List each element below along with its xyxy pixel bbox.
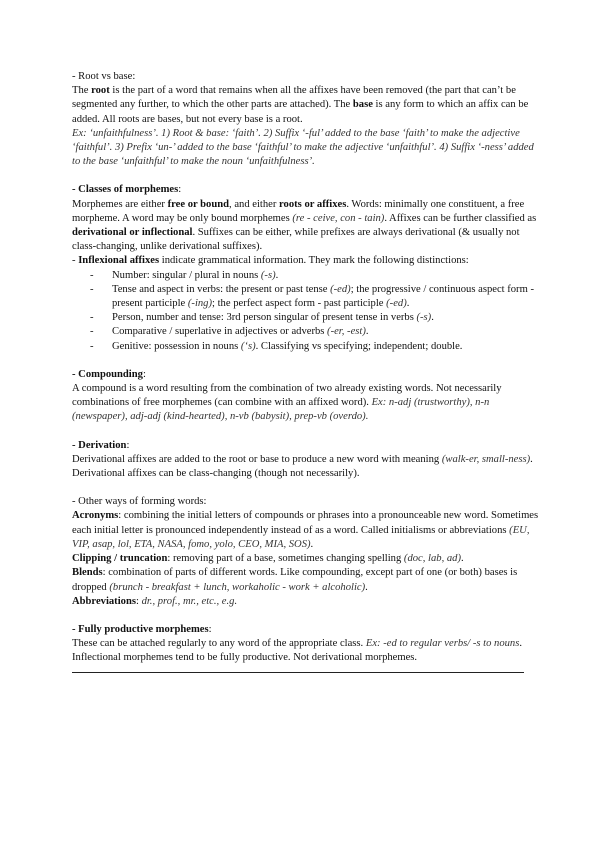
paragraph-abbreviations xyxy=(72,595,540,609)
section-heading xyxy=(72,183,540,197)
text: Tense and aspect in verbs: the present or past tense xyxy=(112,283,331,295)
example-inline: (-er, -est) xyxy=(327,326,366,338)
list-item xyxy=(90,311,540,325)
section-heading: - Other ways of forming words: xyxy=(72,496,207,508)
text: Genitive: possession in nouns xyxy=(112,340,241,352)
term-roots-affixes: roots or affixes xyxy=(279,198,347,210)
section-root-vs-base xyxy=(72,70,540,169)
text: : removing part of a base, sometimes changing spelling xyxy=(167,553,404,565)
text: . xyxy=(365,581,368,593)
section-heading xyxy=(72,368,540,382)
horizontal-rule xyxy=(72,672,524,673)
example-inline: (‘s) xyxy=(240,340,256,352)
example-inline: (re - ceive, con - tain) xyxy=(292,212,385,224)
example-inline: (-ed) xyxy=(386,298,407,310)
example-inline: (brunch - breakfast + lunch, workaholic - work + alcoholic) xyxy=(109,581,366,593)
text: . xyxy=(406,298,410,310)
text: , and either xyxy=(229,198,280,210)
text: . Affixes can be further classified as xyxy=(384,212,537,224)
text: Derivational affixes are added to the root or base to produce a new word with meaning xyxy=(72,453,442,465)
term-blends: Blends xyxy=(72,567,103,579)
heading-text: - Classes of morphemes xyxy=(72,184,179,196)
example-inline: dr., prof., mr., etc., e.g. xyxy=(141,595,238,607)
example-inline: (-ing) xyxy=(187,298,213,310)
text: These can be attached regularly to any word of the appropriate class. xyxy=(72,638,366,650)
list-item xyxy=(90,325,540,339)
text: . Inflectional morphemes tend to be fully productive. Not derivational morphemes. xyxy=(72,638,523,664)
paragraph-inflexional xyxy=(72,254,540,268)
text: . Derivational affixes can be class-changing (though not necessarily). xyxy=(72,453,533,480)
example-inline: (-s) xyxy=(260,269,276,281)
heading-text: - Fully productive morphemes xyxy=(72,623,209,635)
term-derivational-inflectional: derivational or inflectional xyxy=(72,227,193,239)
text: . Suffixes can be either, while prefixes are always derivational (& usually not class-changing, unlike derivational suffixes). xyxy=(72,227,520,253)
section-heading: - Root vs base: xyxy=(72,71,136,82)
section-heading xyxy=(72,439,540,453)
text: . xyxy=(461,553,464,565)
text: Comparative / superlative in adjectives or adverbs xyxy=(112,326,328,338)
paragraph-acronyms xyxy=(72,509,540,552)
text: indicate grammatical information. They mark the following distinctions: xyxy=(159,255,469,267)
text: A compound is a word resulting from the combination of two already existing words. Not necessarily combinations of free morphemes (can combine with an affixed word). xyxy=(72,383,502,409)
text: is any form to which an affix can be added. All roots are bases, but not every base is a root. xyxy=(72,99,529,125)
text: Person, number and tense: 3rd person singular of present tense in verbs xyxy=(112,312,417,324)
text: is the part of a word that remains when all the affixes have been removed (the part that can’t be segmented any further, to which the other parts are attached). The xyxy=(72,85,516,111)
term-base: base xyxy=(352,99,373,111)
dash: - xyxy=(72,255,79,267)
text: . Classifying vs specifying; independent; double. xyxy=(255,340,463,352)
dash: - xyxy=(90,283,94,295)
text: . xyxy=(275,269,279,281)
heading-text: - Derivation xyxy=(72,439,127,451)
example-inline: Ex: n-adj (trustworthy), n-n (newspaper), adj-adj (kind-hearted), n-vb (babysit), prep-vb (overdo). xyxy=(72,397,490,423)
list-item xyxy=(90,283,540,311)
text: ; the progressive / continuous aspect form - present participle xyxy=(112,283,535,310)
heading-colon: : xyxy=(126,439,130,451)
example-text: Ex: ‘unfaithfulness’. 1) Root & base: ‘faith’. 2) Suffix ‘-ful’ added to the base ‘faith’ to make the adjective ‘faithful’. 3) Prefix ‘un-’ added to the base ‘faithful’ to make the adjective ‘unfaithful’. 4) Suffix ‘-ness’ added to the base ‘unfaithful’ to make the noun ‘unfaithfulness’. xyxy=(72,127,534,168)
text: Morphemes are either xyxy=(72,198,168,210)
paragraph xyxy=(72,382,540,425)
heading-colon: : xyxy=(178,184,182,196)
text: . Words: minimally one constituent, a free morpheme. A word may be only bound morphemes xyxy=(72,198,525,224)
dash: - xyxy=(90,269,94,281)
text: Number: singular / plural in nouns xyxy=(112,269,261,281)
term-acronyms: Acronyms xyxy=(72,510,119,522)
text: . xyxy=(365,326,369,338)
paragraph xyxy=(72,637,540,665)
example-inline: (doc, lab, ad) xyxy=(403,553,461,565)
section-classes xyxy=(72,183,540,353)
heading-colon: : xyxy=(208,623,212,635)
example-inline: Ex: -ed to regular verbs/ -s to nouns xyxy=(365,638,520,650)
term-free-bound: free or bound xyxy=(167,198,230,210)
example-inline: (walk-er, small-ness) xyxy=(441,453,531,465)
term-root: root xyxy=(91,85,110,97)
example-inline: (EU, VIP, asap, lol, ETA, NASA, fomo, yolo, CEO, MIA, SOS) xyxy=(72,524,530,550)
paragraph xyxy=(72,453,540,481)
list-item xyxy=(90,269,540,283)
text: : xyxy=(135,595,142,607)
heading-text: - Compounding xyxy=(72,368,143,380)
section-compounding xyxy=(72,368,540,425)
text: The xyxy=(72,85,92,97)
dash: - xyxy=(90,326,94,338)
paragraph xyxy=(72,198,540,255)
text: . xyxy=(310,538,314,550)
text: . xyxy=(431,312,434,324)
example-inline: (-ed) xyxy=(330,283,351,295)
term-abbreviations: Abbreviations xyxy=(72,595,136,607)
example-inline: (-s) xyxy=(416,312,432,324)
paragraph-blends xyxy=(72,566,540,594)
section-derivation xyxy=(72,439,540,482)
text: : combination of parts of different words. Like compounding, except part of one (or both) bases is dropped xyxy=(72,567,518,593)
paragraph-clipping xyxy=(72,552,540,566)
list-item xyxy=(90,340,540,354)
paragraph xyxy=(72,84,540,127)
term-clipping: Clipping / truncation xyxy=(72,553,168,565)
section-heading xyxy=(72,623,540,637)
dash: - xyxy=(90,340,94,352)
term-inflexional-affixes: Inflexional affixes xyxy=(78,255,160,267)
heading-colon: : xyxy=(142,368,146,380)
dash: - xyxy=(90,312,94,324)
section-productive xyxy=(72,623,540,666)
text: ; the perfect aspect form - past participle xyxy=(212,298,387,310)
distinctions-list xyxy=(72,269,540,354)
section-other-ways xyxy=(72,495,540,609)
text: : combining the initial letters of compounds or phrases into a pronounceable new word. Sometimes each initial letter is pronounced independently instead of as a word. Called initialisms or abbreviations xyxy=(72,510,539,536)
